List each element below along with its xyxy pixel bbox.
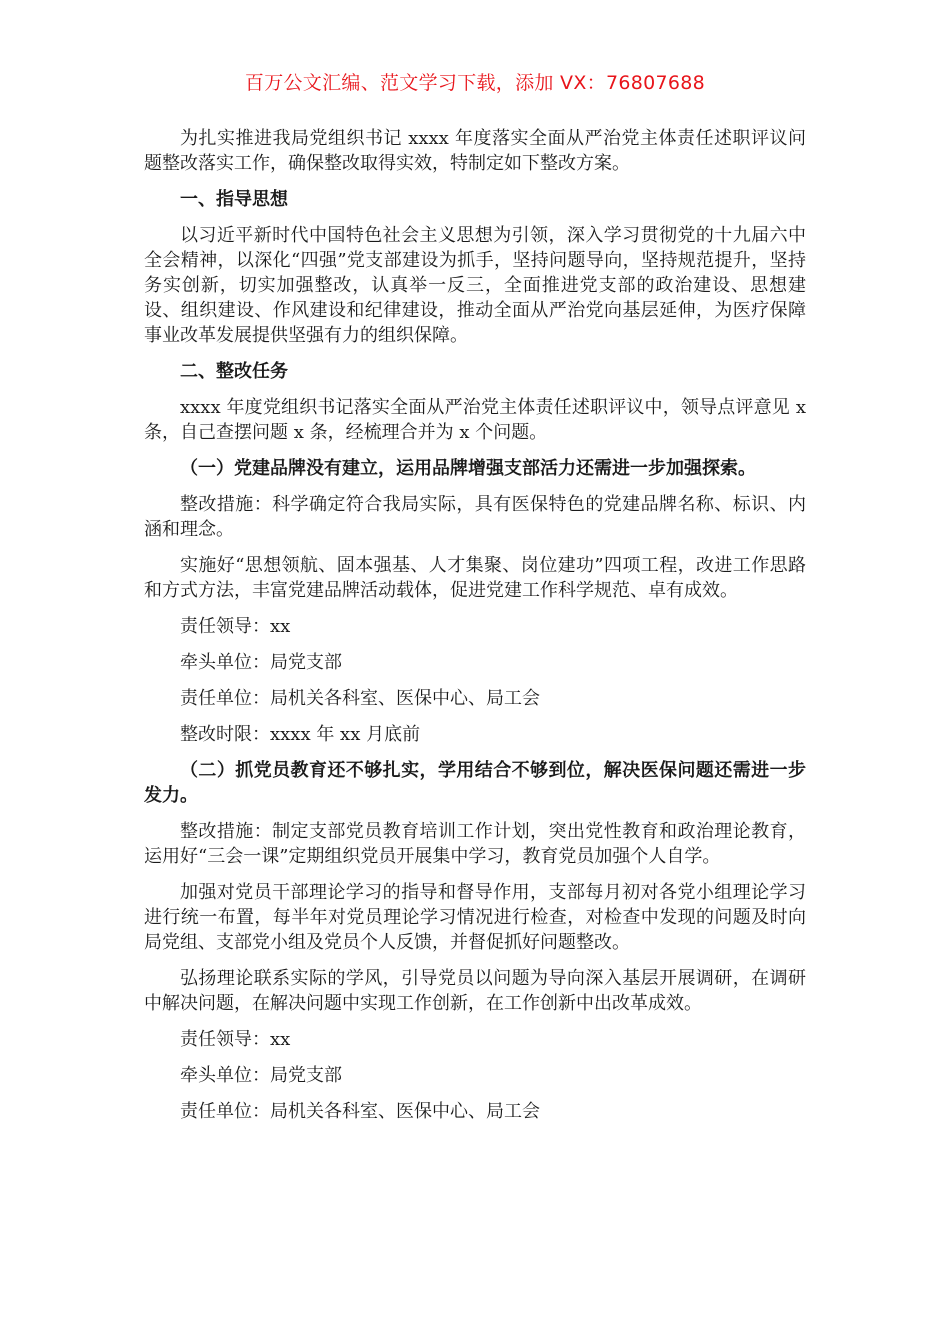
promo-banner: 百万公文汇编、范文学习下载，添加 VX：76807688 [244, 72, 706, 94]
task-2-lead-unit: 牵头单位：局党支部 [180, 1065, 342, 1086]
task-2-measure: 整改措施：制定支部党员教育培训工作计划，突出党性教育和政治理论教育，运用好“三会一课”定期组织党员开展集中学习，教育党员加强个人自学。 [144, 821, 806, 867]
task-2-detail-2: 弘扬理论联系实际的学风，引导党员以问题为导向深入基层开展调研，在调研中解决问题，在解决问题中实现工作创新，在工作创新中出改革成效。 [144, 968, 806, 1014]
document-body [144, 126, 806, 1135]
section-body-rectification-tasks: xxxx 年度党组织书记落实全面从严治党主体责任述职评议中，领导点评意见 x 条，自己查摆问题 x 条，经梳理合并为 x 个问题。 [144, 397, 806, 443]
task-1-lead-unit: 牵头单位：局党支部 [180, 652, 342, 673]
task-2-leader: 责任领导：xx [180, 1029, 291, 1050]
task-1-leader: 责任领导：xx [180, 616, 291, 637]
task-1-detail: 实施好“思想领航、固本强基、人才集聚、岗位建功”四项工程，改进工作思路和方式方法，丰富党建品牌活动载体，促进党建工作科学规范、卓有成效。 [144, 555, 806, 601]
task-2-responsible-unit: 责任单位：局机关各科室、医保中心、局工会 [180, 1101, 540, 1122]
task-1-title: （一）党建品牌没有建立，运用品牌增强支部活力还需进一步加强探索。 [180, 458, 756, 479]
task-1-responsible-unit: 责任单位：局机关各科室、医保中心、局工会 [180, 688, 540, 709]
section-body-guiding-ideology: 以习近平新时代中国特色社会主义思想为引领，深入学习贯彻党的十九届六中全会精神，以深化“四强”党支部建设为抓手，坚持问题导向，坚持规范提升，坚持务实创新，切实加强整改，认真举一反三，全面推进党支部的政治建设、思想建设、组织建设、作风建设和纪律建设，推动全面从严治党向基层延伸，为医疗保障事业改革发展提供坚强有力的组织保障。 [144, 225, 806, 346]
task-1-deadline: 整改时限：xxxx 年 xx 月底前 [180, 724, 421, 745]
task-2-title: （二）抓党员教育还不够扎实，学用结合不够到位，解决医保问题还需进一步发力。 [144, 760, 806, 806]
section-heading-rectification-tasks: 二、整改任务 [180, 361, 288, 382]
intro-paragraph: 为扎实推进我局党组织书记 xxxx 年度落实全面从严治党主体责任述职评议问题整改落实工作，确保整改取得实效，特制定如下整改方案。 [144, 128, 806, 174]
task-2-detail-1: 加强对党员干部理论学习的指导和督导作用，支部每月初对各党小组理论学习进行统一布置，每半年对党员理论学习情况进行检查，对检查中发现的问题及时向局党组、支部党小组及党员个人反馈，并督促抓好问题整改。 [144, 882, 806, 953]
section-heading-guiding-ideology: 一、指导思想 [180, 189, 288, 210]
task-1-measure: 整改措施：科学确定符合我局实际，具有医保特色的党建品牌名称、标识、内涵和理念。 [144, 494, 806, 540]
